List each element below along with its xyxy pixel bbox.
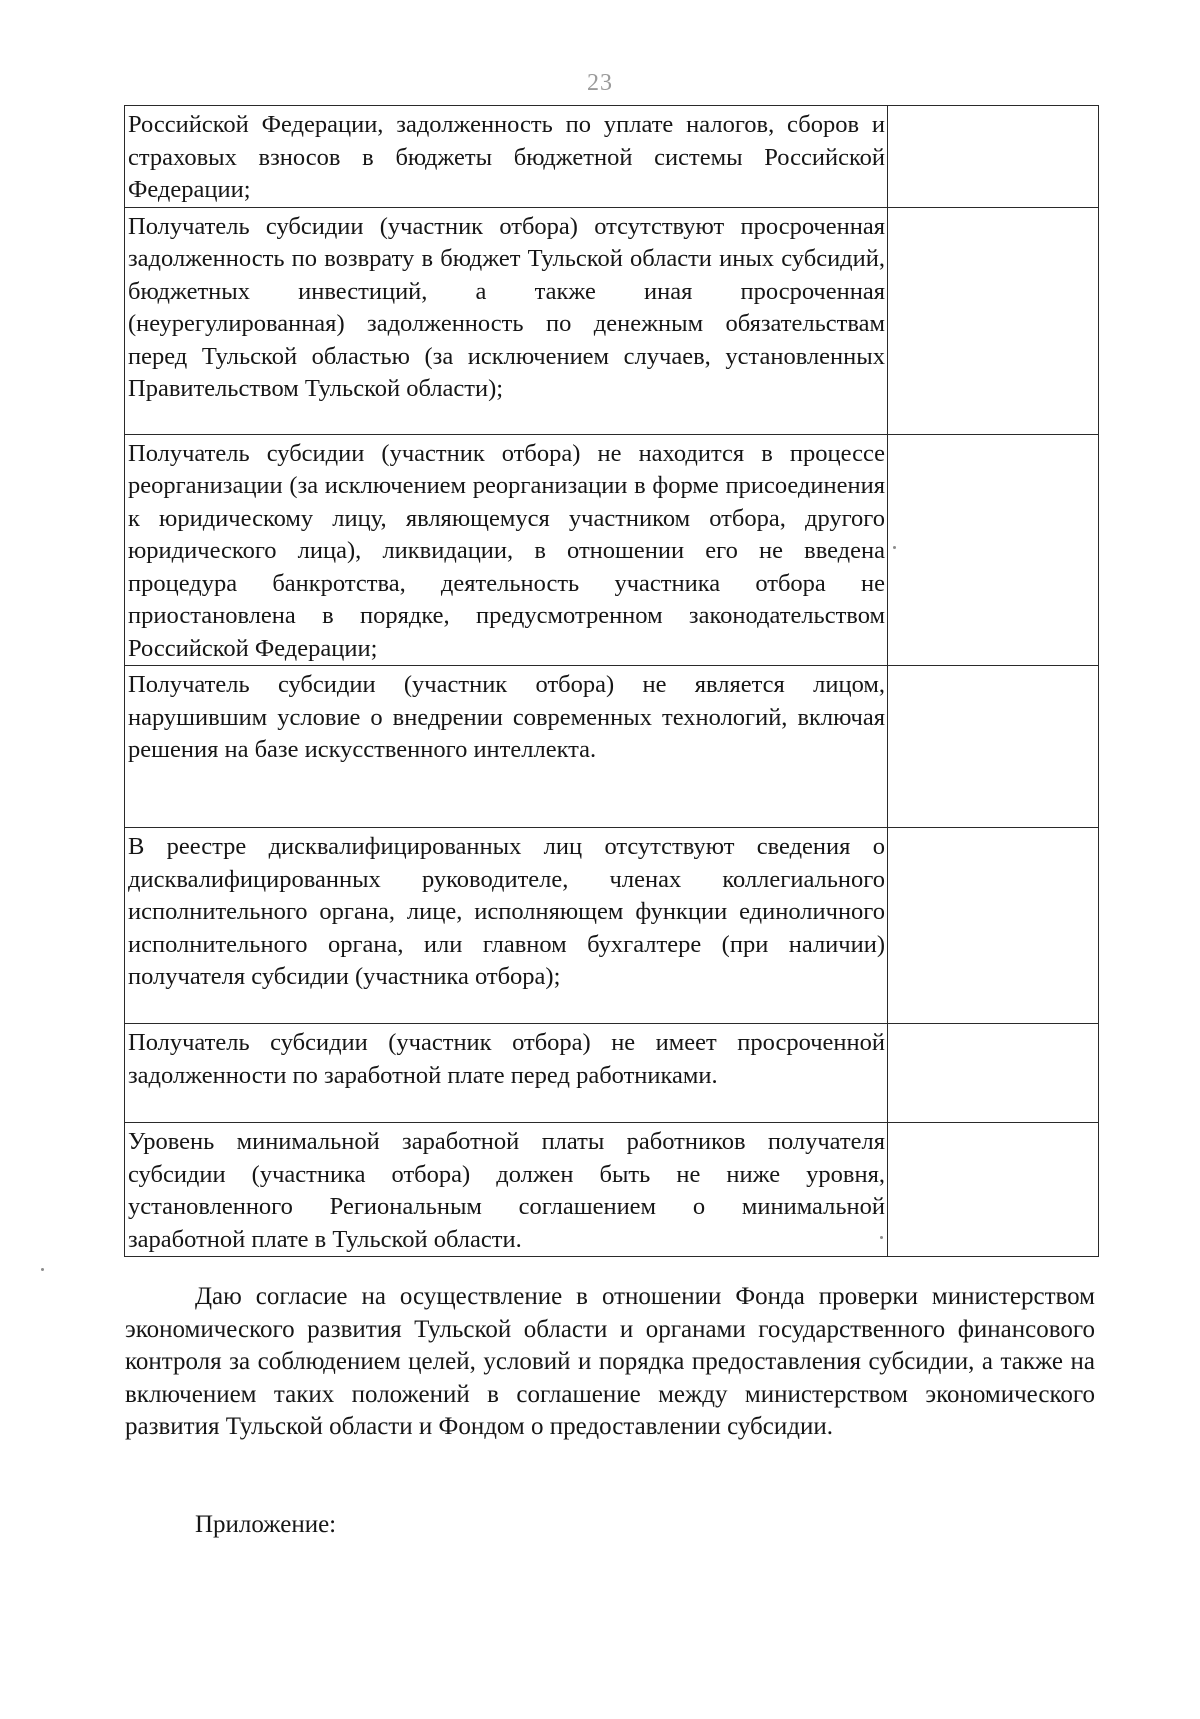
- page-number: 23: [587, 70, 613, 96]
- requirement-text: Получатель субсидии (участник отбора) не является лицом, нарушившим условие о внедрении современных технологий, включая решения на базе искусственного интеллекта.: [125, 666, 888, 828]
- requirement-mark-cell: [888, 1123, 1099, 1257]
- requirement-text: Получатель субсидии (участник отбора) не имеет просроченной задолженности по заработной плате перед работниками.: [125, 1024, 888, 1123]
- table-row: [125, 1024, 1099, 1123]
- requirement-mark-cell: [888, 1024, 1099, 1123]
- table-row: [125, 434, 1099, 666]
- requirement-mark-cell: [888, 666, 1099, 828]
- requirement-text: В реестре дисквалифицированных лиц отсутствуют сведения о дисквалифицированных руководителе, членах коллегиального исполнительного органа, лице, исполняющем функции единоличного исполнительного органа, или главном бухгалтере (при наличии) получателя субсидии (участника отбора);: [125, 828, 888, 1024]
- requirement-mark-cell: [888, 207, 1099, 434]
- scan-speck: [893, 546, 896, 549]
- table-row: [125, 1123, 1099, 1257]
- appendix-label: Приложение:: [195, 1511, 337, 1538]
- requirement-mark-cell: [888, 434, 1099, 666]
- requirement-text: Получатель субсидии (участник отбора) отсутствуют просроченная задолженность по возврату в бюджет Тульской области иных субсидий, бюджетных инвестиций, а также иная просроченная (неурегулированная) задолженность по денежным обязательствам перед Тульской областью (за исключением случаев, установленных Правительством Тульской области);: [125, 207, 888, 434]
- requirement-text: Получатель субсидии (участник отбора) не находится в процессе реорганизации (за исключением реорганизации в форме присоединения к юридическому лицу, являющемуся участником отбора, другого юридического лица), ликвидации, в отношении его не введена процедура банкротства, деятельность участника отбора не приостановлена в порядке, предусмотренном законодательством Российской Федерации;: [125, 434, 888, 666]
- table-row: [125, 207, 1099, 434]
- table-row: [125, 666, 1099, 828]
- requirements-table: [124, 105, 1099, 1257]
- scan-speck: [41, 1268, 44, 1271]
- requirement-mark-cell: [888, 106, 1099, 208]
- table-row: [125, 106, 1099, 208]
- requirement-text: Уровень минимальной заработной платы работников получателя субсидии (участника отбора) должен быть не ниже уровня, установленного Региональным соглашением о минимальной заработной плате в Тульской области.: [125, 1123, 888, 1257]
- requirement-mark-cell: [888, 828, 1099, 1024]
- consent-paragraph: Даю согласие на осуществление в отношении Фонда проверки министерством экономического развития Тульской области и органами государственного финансового контроля за соблюдением целей, условий и порядка предоставления субсидии, а также на включением таких положений в соглашение между министерством экономического развития Тульской области и Фондом о предоставлении субсидии.: [125, 1283, 1095, 1440]
- table-row: [125, 828, 1099, 1024]
- requirement-text: Российской Федерации, задолженность по уплате налогов, сборов и страховых взносов в бюджеты бюджетной системы Российской Федерации;: [125, 106, 888, 208]
- scan-speck: [880, 1236, 883, 1239]
